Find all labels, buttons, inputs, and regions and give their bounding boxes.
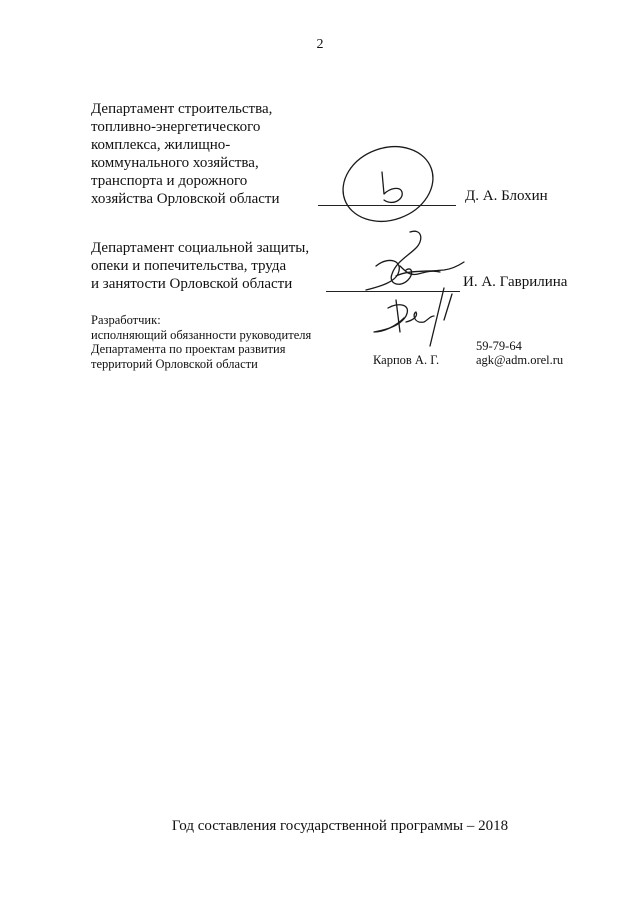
signatory-1-department <box>91 100 280 208</box>
department-line: опеки и попечительства, труда <box>91 258 287 274</box>
department-line: Департамент строительства, <box>91 101 273 117</box>
signatory-2-department <box>91 239 309 293</box>
department-line: топливно-энергетического <box>91 119 261 135</box>
department-line: и занятости Орловской области <box>91 276 293 292</box>
signatory-1-name: Д. А. Блохин <box>465 188 548 204</box>
developer-phone: 59-79-64 <box>476 339 522 353</box>
developer-label: Разработчик: <box>91 313 161 327</box>
department-line: транспорта и дорожного <box>91 173 248 189</box>
signatory-2-name: И. А. Гаврилина <box>463 274 568 290</box>
developer-name: Карпов А. Г. <box>373 353 440 367</box>
developer-email: agk@adm.orel.ru <box>476 353 564 367</box>
signature-1 <box>330 138 440 228</box>
department-line: Департамент социальной защиты, <box>91 240 310 256</box>
department-line: коммунального хозяйства, <box>91 155 259 171</box>
developer-position-line: исполняющий обязанности руководителя <box>91 327 312 342</box>
department-line: хозяйства Орловской области <box>91 191 280 207</box>
department-line: комплекса, жилищно- <box>91 137 231 153</box>
developer-position-line: Департамента по проектам развития <box>91 342 286 356</box>
footer-year: Год составления государственной программы – 2018 <box>171 818 509 834</box>
developer-signature <box>366 286 456 352</box>
developer-block <box>91 313 311 371</box>
page-number: 2 <box>316 37 324 52</box>
developer-position-line: территорий Орловской области <box>91 356 258 371</box>
